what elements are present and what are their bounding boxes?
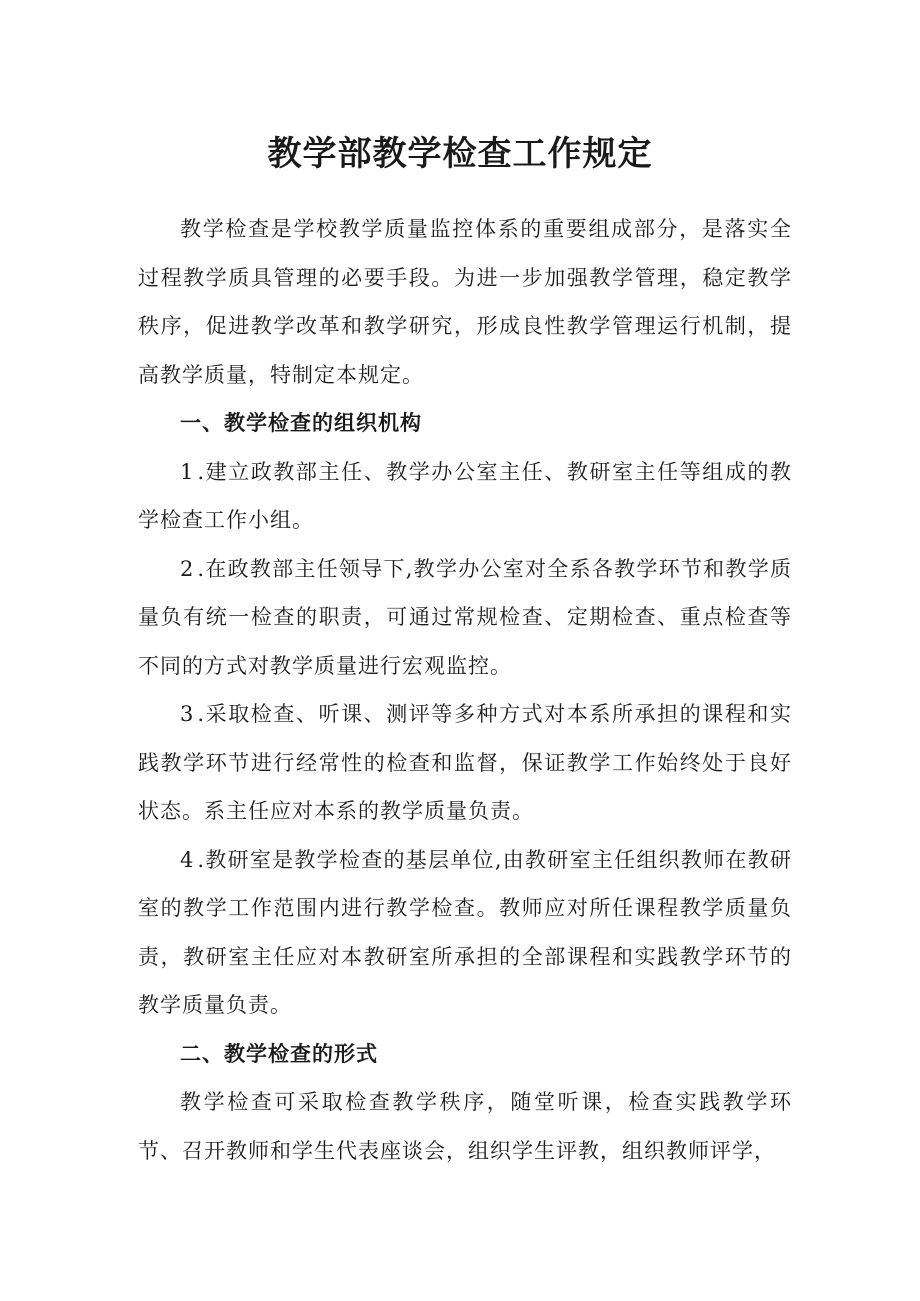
item-number: 1: [180, 459, 198, 484]
forms-paragraph: 教学检查可采取检查教学秩序，随堂听课，检查实践教学环节、召开教师和学生代表座谈会，组织学生评教，组织教师评学，: [138, 1090, 792, 1163]
item-text: .教研室是教学检查的基层单位,由教研室主任组织教师在教研室的教学工作范围内进行教学检查。教师应对所任课程教学质量负责，教研室主任应对本教研室所承担的全部课程和实践教学环节的教学质量负责。: [138, 847, 792, 1017]
list-item: [138, 448, 792, 545]
item-text: .建立政教部主任、教学办公室主任、教研室主任等组成的教学检查工作小组。: [138, 459, 792, 532]
document-title: 教学部教学检查工作规定: [267, 134, 653, 174]
list-item: [138, 690, 792, 836]
item-text: .在政教部主任领导下,教学办公室对全系各教学环节和教学质量负有统一检查的职责，可通过常规检查、定期检查、重点检查等不同的方式对教学质量进行宏观监控。: [138, 556, 792, 678]
list-item: [138, 545, 792, 691]
list-item: [138, 836, 792, 1030]
item-number: 2: [180, 556, 198, 581]
section-heading-forms: 二、教学检查的形式: [180, 1041, 378, 1066]
item-number: 4: [180, 847, 198, 872]
item-number: 3: [180, 702, 198, 726]
section-heading-organization: 一、教学检查的组织机构: [180, 411, 422, 435]
document-body: [138, 205, 792, 1175]
item-text: .采取检查、听课、测评等多种方式对本系所承担的课程和实践教学环节进行经常性的检查和监督，保证教学工作始终处于良好状态。系主任应对本系的教学质量负责。: [138, 702, 792, 823]
intro-paragraph: 教学检查是学校教学质量监控体系的重要组成部分，是落实全过程教学质具管理的必要手段。为进一步加强教学管理，稳定教学秩序，促进教学改革和教学研究，形成良性教学管理运行机制，提高教学质量，特制定本规定。: [138, 217, 792, 387]
